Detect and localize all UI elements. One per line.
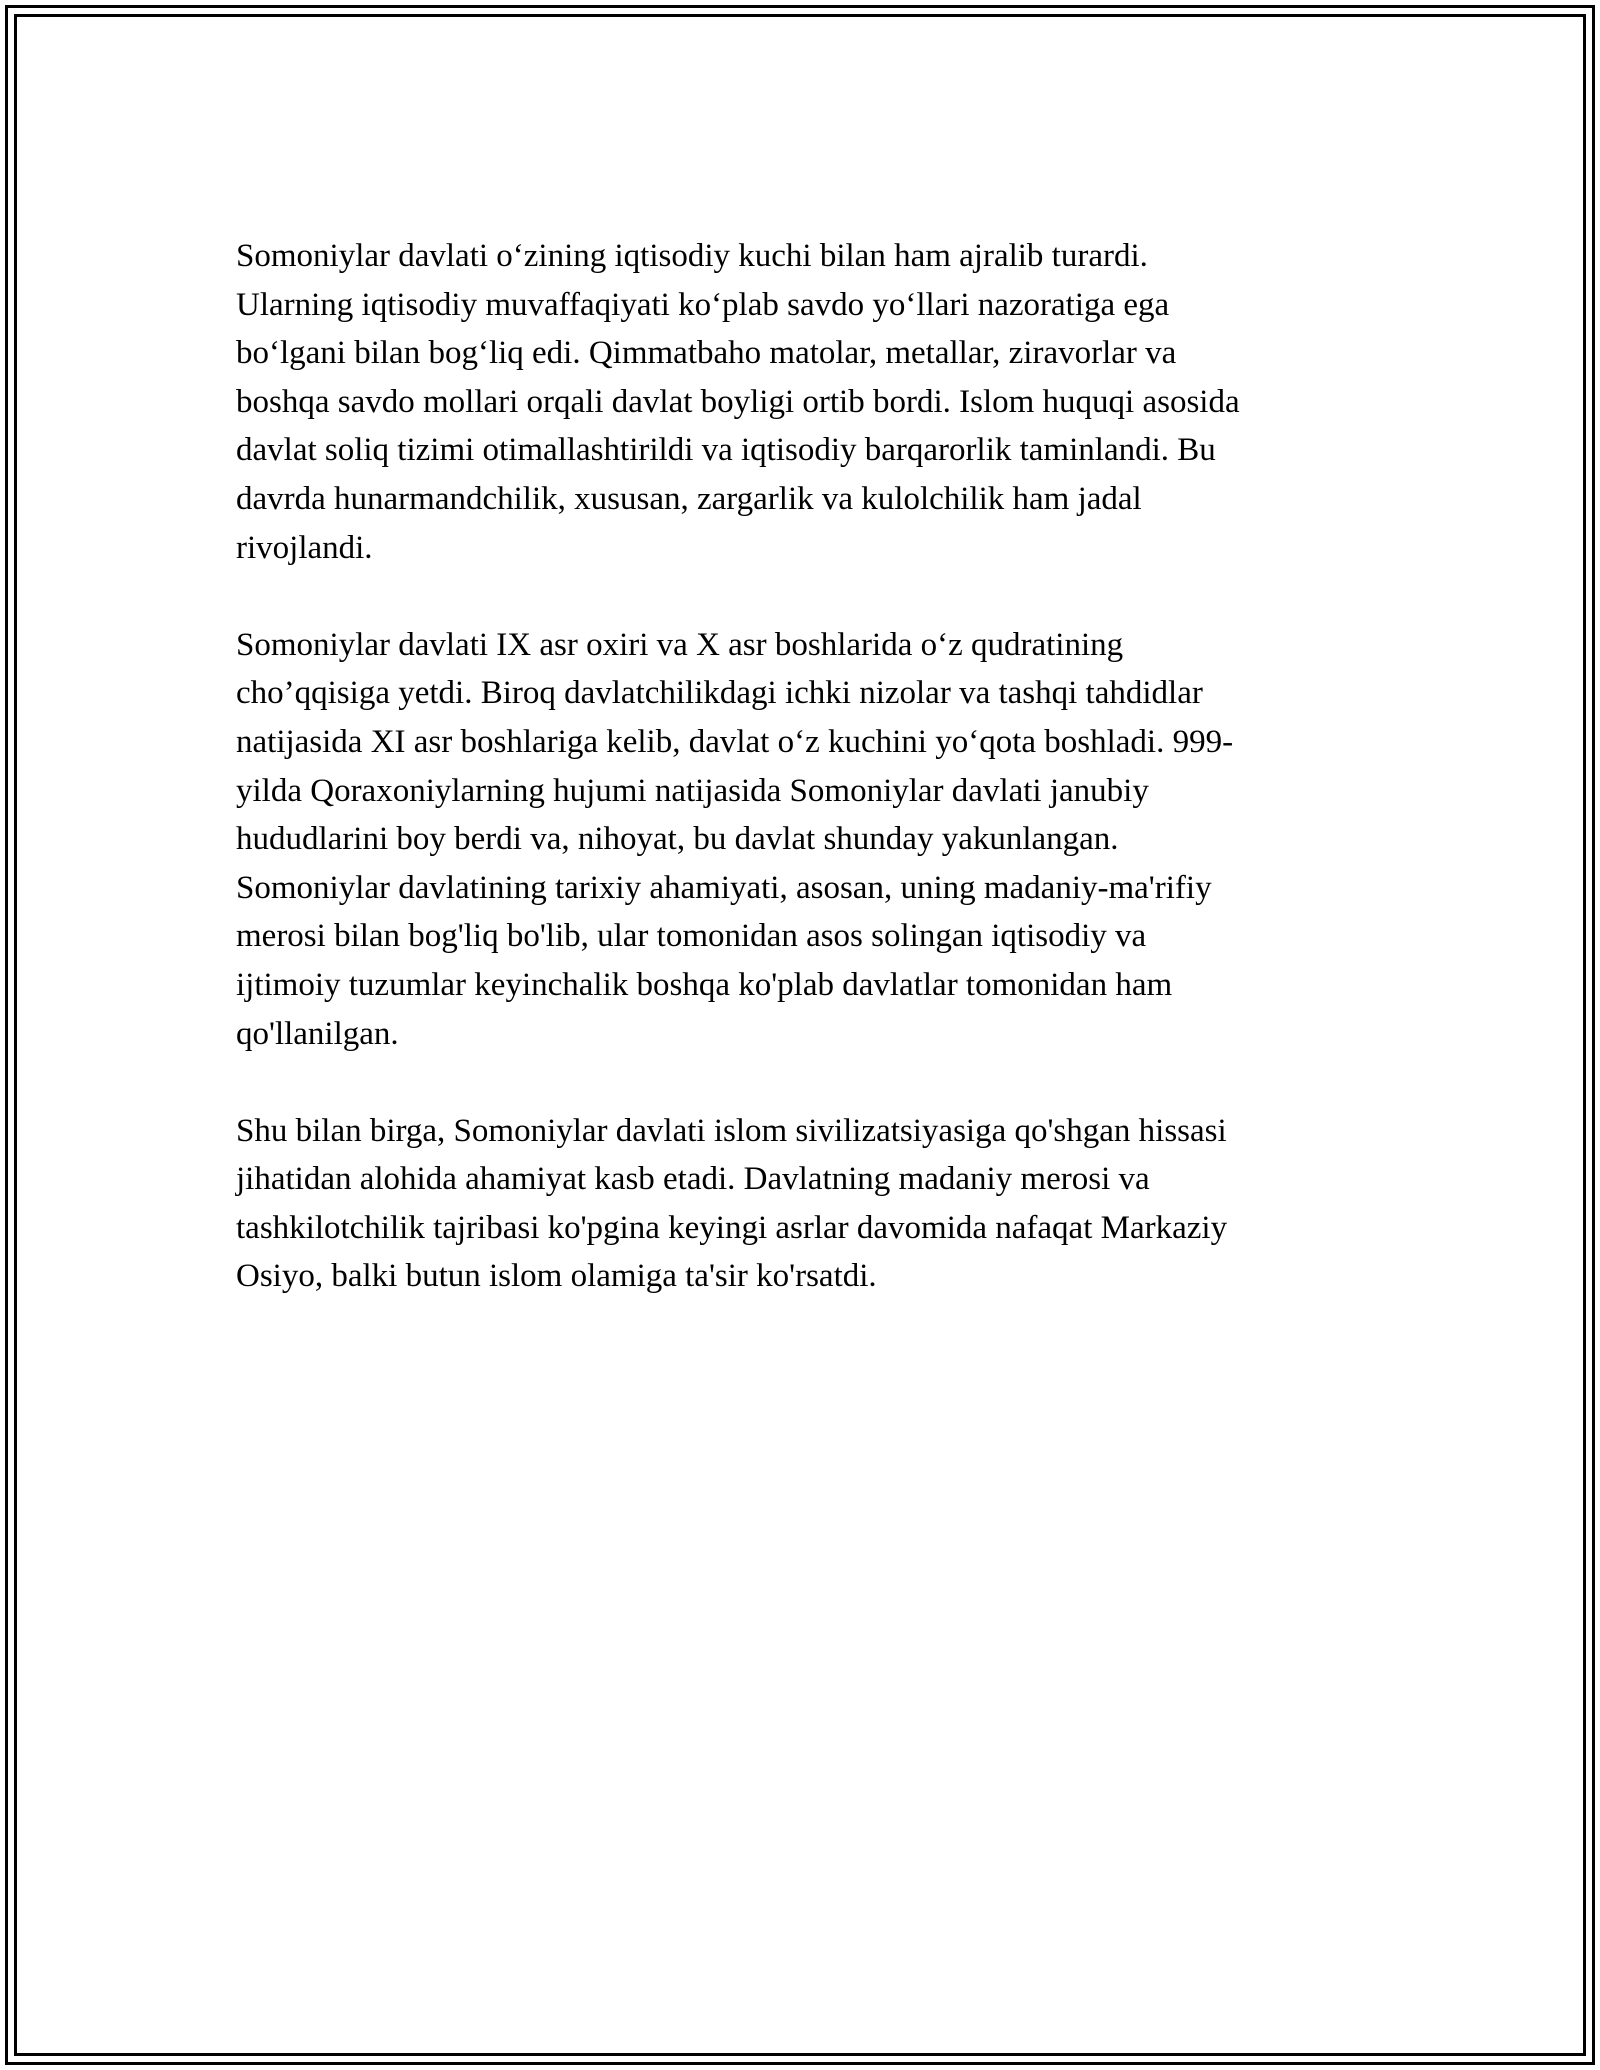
text-line: merosi bilan bog'liq bo'lib, ular tomonidan asos solingan iqtisodiy va: [236, 918, 1147, 955]
text-line: Somoniylar davlatining tarixiy ahamiyati, asosan, uning madaniy-ma'rifiy: [236, 869, 1212, 906]
text-line: qo'llanilgan.: [236, 1015, 399, 1052]
text-line: Osiyo, balki butun islom olamiga ta'sir ko'rsatdi.: [236, 1258, 877, 1295]
paragraph-3: [236, 1107, 1356, 1301]
paragraph-1: [236, 232, 1356, 572]
text-line: boʻlgani bilan bogʻliq edi. Qimmatbaho matolar, metallar, ziravorlar va: [236, 335, 1177, 372]
text-line: Ularning iqtisodiy muvaffaqiyati koʻplab savdo yoʻllari nazoratiga ega: [236, 286, 1170, 323]
text-line: natijasida XI asr boshlariga kelib, davlat oʻz kuchini yoʻqota boshladi. 999-: [236, 723, 1234, 760]
text-line: ijtimoiy tuzumlar keyinchalik boshqa ko'plab davlatlar tomonidan ham: [236, 966, 1173, 1003]
text-line: Somoniylar davlati oʻzining iqtisodiy kuchi bilan ham ajralib turardi.: [236, 238, 1148, 274]
text-line: Somoniylar davlati IX asr oxiri va X asr boshlarida oʻz qudratining: [236, 626, 1124, 663]
text-line: Shu bilan birga, Somoniylar davlati islom sivilizatsiyasiga qo'shgan hissasi: [236, 1112, 1227, 1149]
text-line: cho’qqisiga yetdi. Biroq davlatchilikdagi ichki nizolar va tashqi tahdidlar: [236, 675, 1203, 712]
text-line: davrda hunarmandchilik, xususan, zargarlik va kulolchilik ham jadal: [236, 480, 1142, 517]
text-line: boshqa savdo mollari orqali davlat boyligi ortib bordi. Islom huquqi asosida: [236, 383, 1240, 420]
text-line: hududlarini boy berdi va, nihoyat, bu davlat shunday yakunlangan.: [236, 821, 1119, 858]
text-line: tashkilotchilik tajribasi ko'pgina keyingi asrlar davomida nafaqat Markaziy: [236, 1209, 1228, 1246]
text-line: rivojlandi.: [236, 529, 373, 566]
text-line: davlat soliq tizimi otimallashtirildi va iqtisodiy barqarorlik taminlandi. Bu: [236, 432, 1216, 469]
paragraph-2: [236, 621, 1356, 1058]
text-line: jihatidan alohida ahamiyat kasb etadi. Davlatning madaniy merosi va: [236, 1161, 1150, 1198]
text-line: yilda Qoraxoniylarning hujumi natijasida Somoniylar davlati janubiy: [236, 772, 1149, 809]
document-body: [236, 232, 1356, 1350]
